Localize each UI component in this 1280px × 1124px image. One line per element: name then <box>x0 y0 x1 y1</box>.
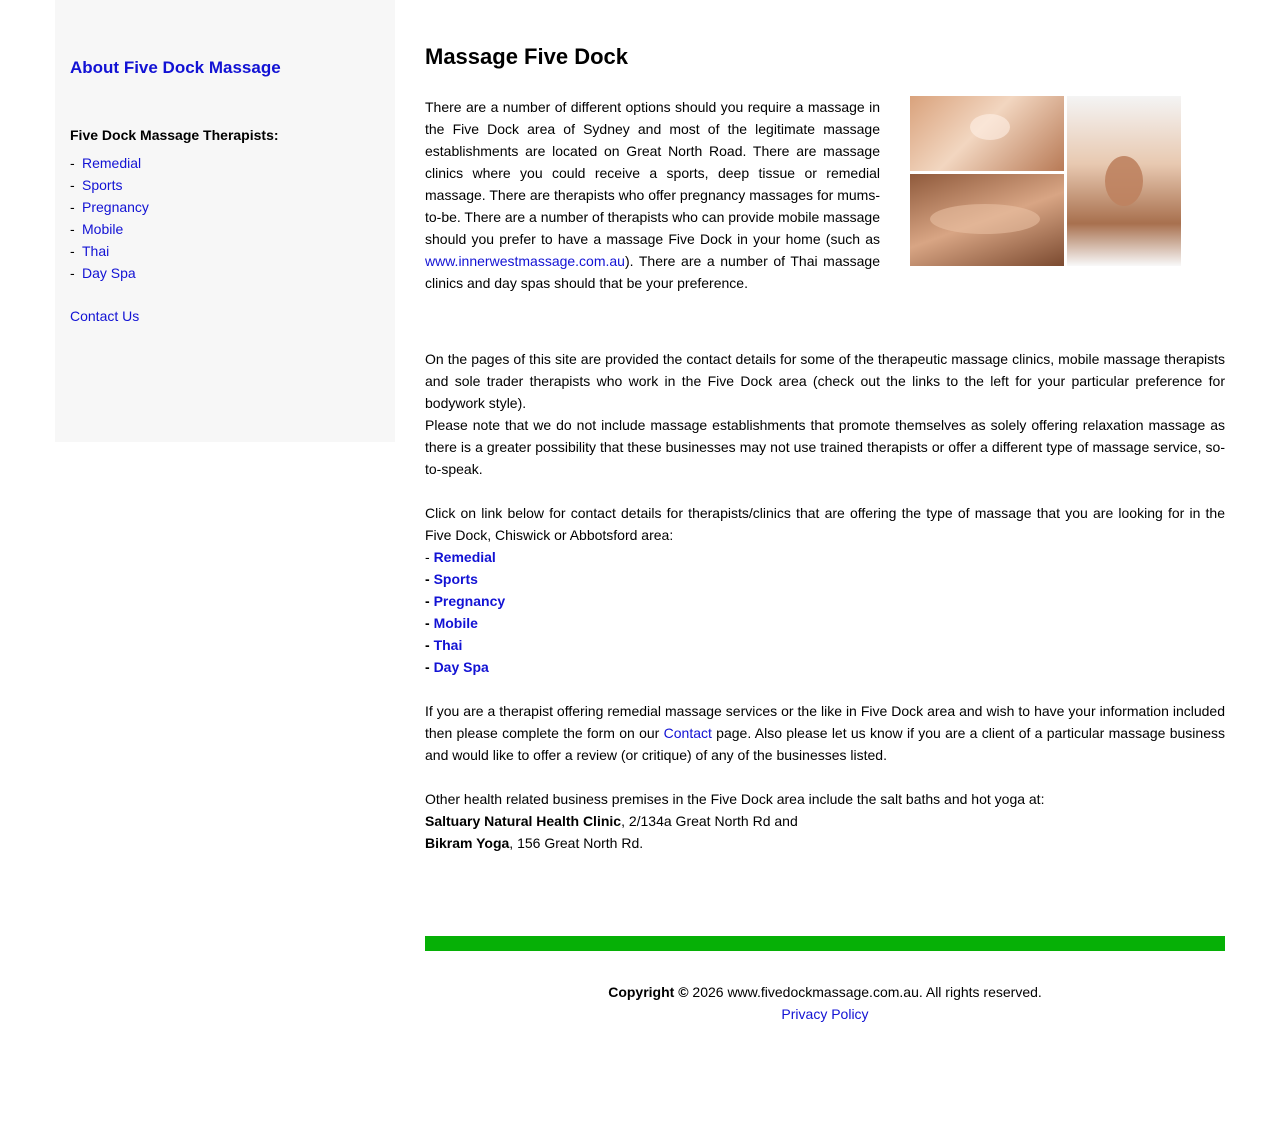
sidebar-item-remedial <box>70 152 149 174</box>
business-address: , 2/134a Great North Rd and <box>621 813 798 829</box>
intro-paragraph <box>425 96 880 294</box>
page-title: Massage Five Dock <box>425 44 628 69</box>
massage-types-section <box>425 502 1225 678</box>
footer-divider-bar <box>425 936 1225 951</box>
business-saltuary <box>425 810 1225 832</box>
intro-text-before: There are a number of different options should you require a massage in the Five Dock area of Sydney and most of the legitimate massage establishments are located on Great North Road. There are massage clinics where you could receive a sports, deep tissue or remedial massage. There are therapists who offer pregnancy massages for mums-to-be. There are a number of therapists who can provide mobile massage should you prefer to have a massage Five Dock in your home (such as <box>425 99 880 247</box>
list-dash: - <box>425 593 434 609</box>
copyright-text: 2026 www.fivedockmassage.com.au. All rights reserved. <box>688 984 1042 1000</box>
list-dash: - <box>70 265 75 281</box>
footer <box>425 981 1225 1025</box>
back-massage-photo <box>910 96 1064 171</box>
sidebar <box>55 0 395 442</box>
note-paragraph: Please note that we do not include massage establishments that promote themselves as solely offering relaxation massage as there is a greater possibility that these businesses may not use trained therapists or offer a different type of massage service, so-to-speak. <box>425 417 1225 477</box>
intro-text-after: ). There are a number of Thai massage clinics and day spas should that be your preference. <box>425 253 880 291</box>
business-name: Bikram Yoga <box>425 835 510 851</box>
sidebar-item-pregnancy <box>70 196 149 218</box>
sidebar-contact-link[interactable]: Contact Us <box>70 308 140 324</box>
type-item-day-spa <box>425 656 1225 678</box>
list-dash: - <box>425 549 434 565</box>
therapist-text-after: page. Also please let us know if you are a client of a particular massage business and would like to offer a review (or critique) of any of the businesses listed. <box>425 725 1225 763</box>
massage-type-list <box>425 546 1225 678</box>
sidebar-item-mobile <box>70 218 149 240</box>
sidebar-subheading: Five Dock Massage Therapists: <box>70 127 279 143</box>
type-link-pregnancy[interactable]: Pregnancy <box>433 593 506 609</box>
type-item-mobile <box>425 612 1225 634</box>
sidebar-item-day-spa <box>70 262 149 284</box>
privacy-policy-link[interactable]: Privacy Policy <box>781 1006 869 1022</box>
contact-page-link[interactable]: Contact <box>663 725 712 741</box>
massage-photo-collage <box>910 96 1181 266</box>
sidebar-link-mobile[interactable]: Mobile <box>82 221 124 237</box>
sidebar-link-day-spa[interactable]: Day Spa <box>82 265 136 281</box>
list-dash: - <box>425 615 434 631</box>
list-dash: - <box>70 155 75 171</box>
inner-west-massage-link[interactable]: www.innerwestmassage.com.au <box>425 253 625 269</box>
business-bikram-yoga <box>425 832 1225 854</box>
pages-paragraph: On the pages of this site are provided the contact details for some of the therapeutic massage clinics, mobile massage therapists and sole trader therapists who work in the Five Dock area (check out the links to the left for your particular preference for bodywork style). <box>425 351 1225 411</box>
list-dash: - <box>425 659 434 675</box>
type-link-mobile[interactable]: Mobile <box>433 615 478 631</box>
copyright-line <box>425 981 1225 1003</box>
list-dash: - <box>425 637 434 653</box>
list-dash: - <box>70 177 75 193</box>
therapist-paragraph <box>425 700 1225 766</box>
type-item-sports <box>425 568 1225 590</box>
list-dash: - <box>70 221 75 237</box>
sidebar-link-pregnancy[interactable]: Pregnancy <box>82 199 149 215</box>
list-dash: - <box>70 199 75 215</box>
type-item-remedial <box>425 546 1225 568</box>
type-link-sports[interactable]: Sports <box>433 571 478 587</box>
sidebar-item-thai <box>70 240 149 262</box>
sidebar-link-sports[interactable]: Sports <box>82 177 123 193</box>
other-business-section <box>425 788 1225 854</box>
list-dash: - <box>425 571 434 587</box>
copyright-label: Copyright © <box>608 984 689 1000</box>
click-instructions: Click on link below for contact details for therapists/clinics that are offering the type of massage that you are looking for in the Five Dock, Chiswick or Abbotsford area: <box>425 505 1225 543</box>
pages-section <box>425 348 1225 480</box>
facial-massage-photo <box>1067 96 1181 266</box>
business-name: Saltuary Natural Health Clinic <box>425 813 622 829</box>
sidebar-heading-link[interactable]: About Five Dock Massage <box>70 58 281 77</box>
type-link-remedial[interactable]: Remedial <box>433 549 496 565</box>
type-item-pregnancy <box>425 590 1225 612</box>
list-dash: - <box>70 243 75 259</box>
therapist-text-before: If you are a therapist offering remedial massage services or the like in Five Dock area and wish to have your information included then please complete the form on our <box>425 703 1225 741</box>
type-link-thai[interactable]: Thai <box>433 637 463 653</box>
sidebar-link-thai[interactable]: Thai <box>82 243 110 259</box>
type-link-day-spa[interactable]: Day Spa <box>433 659 489 675</box>
sidebar-link-remedial[interactable]: Remedial <box>82 155 142 171</box>
man-back-massage-photo <box>910 174 1064 266</box>
business-address: , 156 Great North Rd. <box>509 835 644 851</box>
sidebar-therapist-list <box>70 152 149 284</box>
sidebar-item-sports <box>70 174 149 196</box>
type-item-thai <box>425 634 1225 656</box>
other-business-intro: Other health related business premises in the Five Dock area include the salt baths and hot yoga at: <box>425 791 1045 807</box>
